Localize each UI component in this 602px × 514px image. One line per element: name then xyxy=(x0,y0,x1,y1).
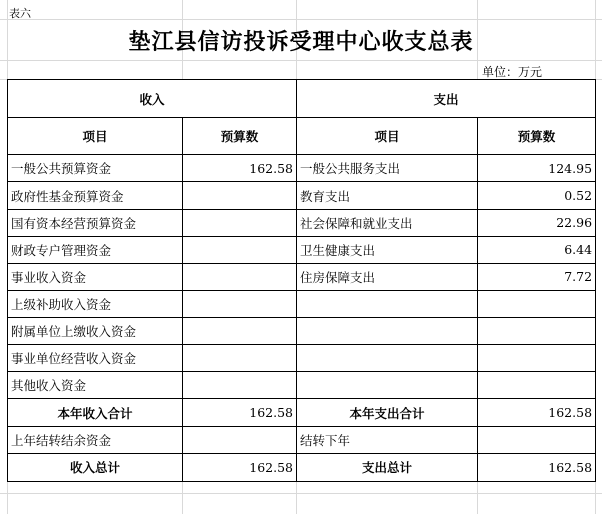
table-row xyxy=(8,290,596,317)
expense-item-column-header: 项目 xyxy=(297,118,478,155)
unit-label: 单位：万元 xyxy=(481,65,542,79)
income-total-label: 收入总计 xyxy=(8,453,183,481)
table-row xyxy=(8,372,596,399)
expense-subtotal-value: 162.58 xyxy=(478,399,596,426)
income-item: 事业单位经营收入资金 xyxy=(8,345,183,372)
table-row xyxy=(8,182,596,209)
expense-value: 6.44 xyxy=(478,236,596,263)
expense-value xyxy=(478,372,596,399)
expense-item xyxy=(297,372,478,399)
income-value: 162.58 xyxy=(183,155,297,182)
income-total-value: 162.58 xyxy=(183,453,297,481)
income-subtotal-label: 本年收入合计 xyxy=(8,399,183,426)
table-row xyxy=(8,345,596,372)
expense-item: 一般公共服务支出 xyxy=(297,155,478,182)
page-title: 垫江县信访投诉受理中心收支总表 xyxy=(128,30,474,55)
table-number-label: 表六 xyxy=(9,7,31,20)
expense-value: 0.52 xyxy=(478,182,596,209)
expense-subtotal-label: 本年支出合计 xyxy=(297,399,478,426)
income-value xyxy=(183,318,297,345)
table-row xyxy=(8,263,596,290)
income-item: 其他收入资金 xyxy=(8,372,183,399)
income-carryover-value xyxy=(183,426,297,453)
column-header-row xyxy=(8,118,596,155)
income-value xyxy=(183,236,297,263)
expense-budget-column-header: 预算数 xyxy=(478,118,596,155)
expense-item xyxy=(297,318,478,345)
expense-value: 124.95 xyxy=(478,155,596,182)
expense-value xyxy=(478,318,596,345)
total-row xyxy=(8,453,596,481)
income-item: 一般公共预算资金 xyxy=(8,155,183,182)
income-item: 附属单位上缴收入资金 xyxy=(8,318,183,345)
expense-value: 7.72 xyxy=(478,263,596,290)
expense-section-header: 支出 xyxy=(297,80,596,118)
section-header-row xyxy=(8,80,596,118)
income-item: 财政专户管理资金 xyxy=(8,236,183,263)
income-budget-column-header: 预算数 xyxy=(183,118,297,155)
income-item: 事业收入资金 xyxy=(8,263,183,290)
expense-carryover-label: 结转下年 xyxy=(297,426,478,453)
income-value xyxy=(183,290,297,317)
expense-item: 教育支出 xyxy=(297,182,478,209)
table-row xyxy=(8,236,596,263)
expense-item xyxy=(297,290,478,317)
budget-summary-table xyxy=(7,79,596,482)
expense-item: 住房保障支出 xyxy=(297,263,478,290)
income-item: 上级补助收入资金 xyxy=(8,290,183,317)
expense-item: 卫生健康支出 xyxy=(297,236,478,263)
income-value xyxy=(183,263,297,290)
table-row xyxy=(8,209,596,236)
income-subtotal-value: 162.58 xyxy=(183,399,297,426)
expense-value: 22.96 xyxy=(478,209,596,236)
expense-carryover-value xyxy=(478,426,596,453)
income-value xyxy=(183,182,297,209)
income-item: 国有资本经营预算资金 xyxy=(8,209,183,236)
carryover-row xyxy=(8,426,596,453)
income-section-header: 收入 xyxy=(8,80,297,118)
subtotal-row xyxy=(8,399,596,426)
table-row xyxy=(8,318,596,345)
expense-value xyxy=(478,290,596,317)
income-value xyxy=(183,209,297,236)
income-carryover-label: 上年结转结余资金 xyxy=(8,426,183,453)
income-item: 政府性基金预算资金 xyxy=(8,182,183,209)
income-value xyxy=(183,345,297,372)
expense-item xyxy=(297,345,478,372)
expense-value xyxy=(478,345,596,372)
income-value xyxy=(183,372,297,399)
expense-total-label: 支出总计 xyxy=(297,453,478,481)
income-item-column-header: 项目 xyxy=(8,118,183,155)
expense-total-value: 162.58 xyxy=(478,453,596,481)
expense-item: 社会保障和就业支出 xyxy=(297,209,478,236)
table-row xyxy=(8,155,596,182)
